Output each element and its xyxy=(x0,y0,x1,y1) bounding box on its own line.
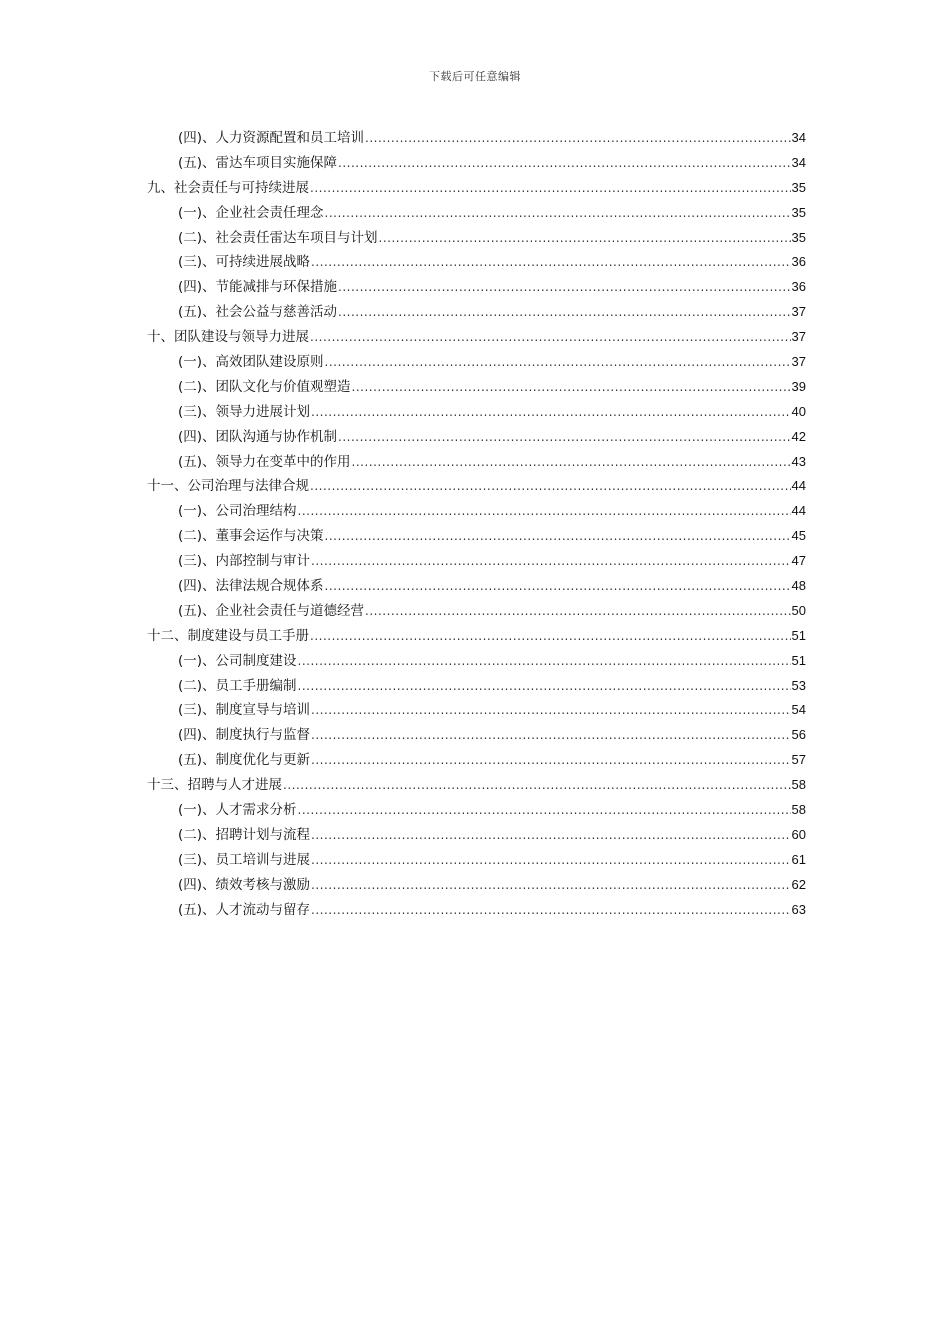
toc-entry-title: (四)、节能减排与环保措施 xyxy=(178,279,338,296)
toc-entry-title: (一)、公司制度建设 xyxy=(178,652,297,669)
toc-page-number: 35 xyxy=(791,179,806,195)
toc-chapter-entry[interactable] xyxy=(147,773,806,798)
toc-dot-leader xyxy=(365,131,790,145)
toc-entry-title: (一)、高效团队建设原则 xyxy=(178,354,324,371)
toc-dot-leader xyxy=(283,778,791,792)
toc-dot-leader xyxy=(311,903,790,917)
toc-page-number: 34 xyxy=(791,130,806,145)
toc-entry-title: (一)、企业社会责任理念 xyxy=(178,204,324,221)
toc-section-entry[interactable] xyxy=(147,524,806,549)
toc-dot-leader xyxy=(298,654,791,668)
toc-dot-leader xyxy=(352,455,791,469)
toc-entry-title: (五)、制度优化与更新 xyxy=(178,752,311,769)
toc-page-number: 42 xyxy=(791,428,806,444)
toc-dot-leader xyxy=(311,554,790,568)
toc-page-number: 61 xyxy=(791,851,806,867)
toc-dot-leader xyxy=(379,231,791,245)
toc-dot-leader xyxy=(311,753,790,767)
toc-entry-title: (二)、员工手册编制 xyxy=(178,677,297,694)
toc-page-number: 57 xyxy=(791,752,806,768)
toc-page-number: 43 xyxy=(791,453,806,469)
toc-chapter-entry[interactable] xyxy=(147,474,806,499)
toc-section-entry[interactable] xyxy=(147,151,806,176)
toc-dot-leader xyxy=(338,156,790,170)
toc-dot-leader xyxy=(325,206,791,220)
toc-section-entry[interactable] xyxy=(147,201,806,226)
toc-section-entry[interactable] xyxy=(147,723,806,748)
toc-page-number: 35 xyxy=(791,229,806,245)
toc-page-number: 53 xyxy=(791,677,806,693)
toc-page-number: 54 xyxy=(791,702,806,718)
toc-page-number: 48 xyxy=(791,578,806,594)
toc-entry-title: 九、社会责任与可持续进展 xyxy=(147,179,309,196)
toc-page-number: 56 xyxy=(791,727,806,743)
toc-section-entry[interactable] xyxy=(147,300,806,325)
toc-dot-leader xyxy=(311,728,790,742)
toc-dot-leader xyxy=(338,280,790,294)
toc-entry-title: 十二、制度建设与员工手册 xyxy=(147,627,309,644)
toc-entry-title: (四)、制度执行与监督 xyxy=(178,727,311,744)
toc-section-entry[interactable] xyxy=(147,798,806,823)
toc-dot-leader xyxy=(311,405,790,419)
toc-entry-title: 十一、公司治理与法律合规 xyxy=(147,478,309,495)
toc-dot-leader xyxy=(298,803,791,817)
toc-entry-title: (二)、董事会运作与决策 xyxy=(178,528,324,545)
toc-chapter-entry[interactable] xyxy=(147,624,806,649)
toc-dot-leader xyxy=(325,529,791,543)
toc-entry-title: (二)、招聘计划与流程 xyxy=(178,826,311,843)
toc-entry-title: (一)、人才需求分析 xyxy=(178,802,297,819)
toc-section-entry[interactable] xyxy=(147,126,806,151)
toc-dot-leader xyxy=(311,703,790,717)
toc-page-number: 45 xyxy=(791,528,806,544)
toc-entry-title: (五)、人才流动与留存 xyxy=(178,901,311,918)
toc-section-entry[interactable] xyxy=(147,350,806,375)
toc-entry-title: (二)、社会责任雷达车项目与计划 xyxy=(178,229,378,246)
toc-section-entry[interactable] xyxy=(147,574,806,599)
toc-section-entry[interactable] xyxy=(147,848,806,873)
toc-page-number: 37 xyxy=(791,304,806,320)
toc-section-entry[interactable] xyxy=(147,425,806,450)
toc-section-entry[interactable] xyxy=(147,375,806,400)
toc-chapter-entry[interactable] xyxy=(147,325,806,350)
toc-dot-leader xyxy=(311,878,790,892)
toc-dot-leader xyxy=(325,355,791,369)
toc-dot-leader xyxy=(310,479,791,493)
toc-section-entry[interactable] xyxy=(147,400,806,425)
toc-entry-title: (四)、绩效考核与激励 xyxy=(178,876,311,893)
toc-page-number: 50 xyxy=(791,602,806,618)
toc-dot-leader xyxy=(311,828,790,842)
toc-entry-title: (三)、内部控制与审计 xyxy=(178,553,311,570)
toc-dot-leader xyxy=(311,853,790,867)
toc-dot-leader xyxy=(310,181,791,195)
toc-entry-title: (三)、制度宣导与培训 xyxy=(178,702,311,719)
toc-dot-leader xyxy=(310,629,791,643)
toc-page-number: 44 xyxy=(791,503,806,519)
toc-entry-title: (四)、团队沟通与协作机制 xyxy=(178,428,338,445)
toc-dot-leader xyxy=(338,430,790,444)
toc-section-entry[interactable] xyxy=(147,450,806,475)
toc-page-number: 39 xyxy=(791,378,806,394)
toc-page-number: 37 xyxy=(791,354,806,370)
toc-dot-leader xyxy=(298,504,791,518)
toc-dot-leader xyxy=(365,604,790,618)
toc-dot-leader xyxy=(325,579,791,593)
toc-dot-leader xyxy=(310,330,791,344)
toc-entry-title: 十三、招聘与人才进展 xyxy=(147,777,282,794)
toc-page-number: 35 xyxy=(791,204,806,220)
toc-page-number: 36 xyxy=(791,279,806,295)
toc-entry-title: (三)、员工培训与进展 xyxy=(178,851,311,868)
toc-dot-leader xyxy=(352,380,791,394)
toc-page-number: 60 xyxy=(791,826,806,842)
toc-section-entry[interactable] xyxy=(147,823,806,848)
toc-page-number: 58 xyxy=(791,802,806,818)
toc-page-number: 37 xyxy=(791,329,806,345)
toc-entry-title: (五)、社会公益与慈善活动 xyxy=(178,304,338,321)
toc-page-number: 51 xyxy=(791,652,806,668)
toc-page-number: 47 xyxy=(791,553,806,569)
toc-entry-title: 十、团队建设与领导力进展 xyxy=(147,329,309,346)
toc-page-number: 63 xyxy=(791,901,806,917)
toc-section-entry[interactable] xyxy=(147,748,806,773)
toc-section-entry[interactable] xyxy=(147,599,806,624)
toc-page-number: 51 xyxy=(791,627,806,643)
toc-page-number: 58 xyxy=(791,777,806,793)
toc-section-entry[interactable] xyxy=(147,873,806,898)
toc-entry-title: (一)、公司治理结构 xyxy=(178,503,297,520)
toc-entry-title: (三)、可持续进展战略 xyxy=(178,254,311,271)
toc-section-entry[interactable] xyxy=(147,499,806,524)
toc-entry-title: (五)、领导力在变革中的作用 xyxy=(178,453,351,470)
toc-dot-leader xyxy=(298,679,791,693)
toc-section-entry[interactable] xyxy=(147,898,806,923)
toc-section-entry[interactable] xyxy=(147,549,806,574)
toc-section-entry[interactable] xyxy=(147,226,806,251)
toc-page-number: 44 xyxy=(791,478,806,494)
toc-page-number: 36 xyxy=(791,254,806,270)
toc-section-entry[interactable] xyxy=(147,250,806,275)
toc-entry-title: (四)、法律法规合规体系 xyxy=(178,578,324,595)
toc-entry-title: (四)、人力资源配置和员工培训 xyxy=(178,130,365,146)
toc-entry-title: (五)、企业社会责任与道德经营 xyxy=(178,602,365,619)
toc-entry-title: (五)、雷达车项目实施保障 xyxy=(178,154,338,171)
toc-entry-title: (三)、领导力进展计划 xyxy=(178,403,311,420)
toc-section-entry[interactable] xyxy=(147,674,806,699)
toc-page-number: 40 xyxy=(791,403,806,419)
toc-page-number: 62 xyxy=(791,876,806,892)
toc-section-entry[interactable] xyxy=(147,698,806,723)
toc-chapter-entry[interactable] xyxy=(147,176,806,201)
toc-section-entry[interactable] xyxy=(147,649,806,674)
page-header: 下载后可任意编辑 xyxy=(429,70,521,83)
toc-page-number: 34 xyxy=(791,154,806,170)
toc-dot-leader xyxy=(338,305,790,319)
toc-entry-title: (二)、团队文化与价值观塑造 xyxy=(178,378,351,395)
toc-dot-leader xyxy=(311,255,790,269)
table-of-contents xyxy=(147,126,806,923)
toc-section-entry[interactable] xyxy=(147,275,806,300)
